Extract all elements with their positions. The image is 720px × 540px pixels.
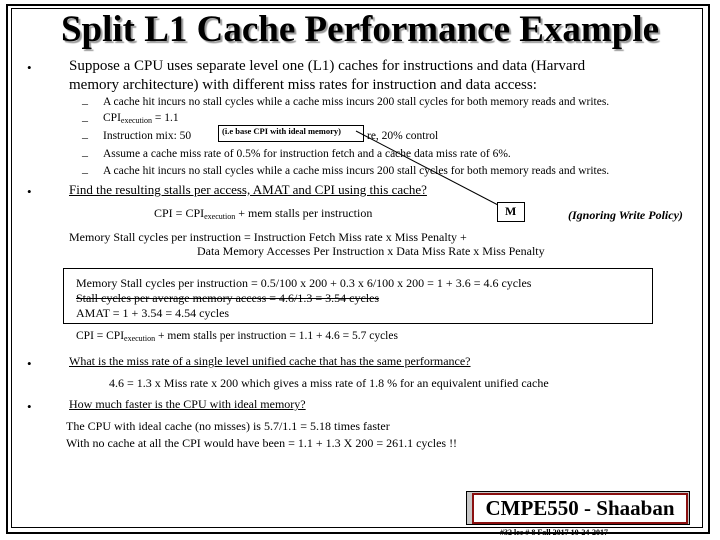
- answer-ideal-line-2: With no cache at all the CPI would have been = 1.1 + 1.3 X 200 = 261.1 cycles !!: [66, 436, 458, 450]
- bullet-icon: •: [27, 399, 32, 414]
- dash-icon: –: [82, 130, 88, 144]
- item-cpi-execution: $CPI_{execution} = 1.1$: [103, 112, 179, 125]
- bullet-icon: •: [27, 60, 32, 75]
- calc-line-3: AMAT = 1 + 3.54 = 4.54 cycles: [76, 306, 230, 320]
- answer-ideal-line-1: The CPU with ideal cache (no misses) is 5.7/1.1 = 5.18 times faster: [66, 419, 390, 433]
- dash-icon: –: [82, 96, 88, 110]
- find-question: Find the resulting stalls per access, AMAT and CPI using this cache?: [69, 182, 427, 197]
- bullet-icon: •: [27, 184, 32, 199]
- item-mix-suffix: re, 20% control: [367, 130, 439, 142]
- slide-footer: #32 lec # 8 Fall 2017 10-24-2017: [500, 528, 608, 537]
- bullet-icon: •: [27, 356, 32, 371]
- slide-title: Split L1 Cache Performance Example: [60, 9, 660, 50]
- dash-icon: –: [82, 165, 88, 179]
- question-ideal-memory: How much faster is the CPU with ideal memory?: [69, 397, 306, 411]
- mem-stall-line-2: Data Memory Accesses Per Instruction x Data Miss Rate x Miss Penalty: [197, 244, 545, 258]
- dash-icon: –: [82, 113, 88, 127]
- mem-stall-line-1: Memory Stall cycles per instruction = Instruction Fetch Miss rate x Miss Penalty +: [69, 230, 467, 244]
- intro-line-1: Suppose a CPU uses separate level one (L1) caches for instructions and data (Harvard: [69, 58, 586, 74]
- course-badge: CMPE550 - Shaaban: [472, 493, 688, 524]
- m-box-label: M: [505, 204, 517, 218]
- question-unified-cache: What is the miss rate of a single level unified cache that has the same performance?: [69, 354, 471, 368]
- calc-line-2: Stall cycles per average memory access = 4.6/1.3 = 3.54 cycles: [76, 291, 380, 305]
- calc-line-1: Memory Stall cycles per instruction = 0.5/100 x 200 + 0.3 x 6/100 x 200 = 1 + 3.6 = 4.6 cycles: [76, 276, 532, 290]
- cpi-result: CPI = $CPI_{execution}$ + mem stalls per instruction = 1.1 + 4.6 = 5.7 cycles: [76, 330, 398, 343]
- item-hit-a: A cache hit incurs no stall cycles while a cache miss incurs 200 stall cycles for both memory reads and writes.: [103, 96, 610, 108]
- item-miss-rate: Assume a cache miss rate of 0.5% for instruction fetch and a cache data miss rate of 6%.: [103, 148, 511, 160]
- ideal-memory-callout-text: (i.e base CPI with ideal memory): [222, 126, 341, 136]
- item-mix-prefix: Instruction mix: 50: [103, 130, 192, 142]
- ignoring-write-note: (Ignoring Write Policy): [568, 208, 683, 222]
- item-hit-b: A cache hit incurs no stall cycles while a cache miss incurs 200 stall cycles for both memory reads and writes.: [103, 165, 610, 177]
- intro-line-2: memory architecture) with different miss rates for instruction and data access:: [69, 77, 537, 93]
- answer-unified-cache: 4.6 = 1.3 x Miss rate x 200 which gives a miss rate of 1.8 % for an equivalent unified cache: [109, 376, 549, 390]
- cpi-formula: CPI = $CPI_{execution}$ + mem stalls per instruction: [154, 206, 373, 221]
- dash-icon: –: [82, 148, 88, 162]
